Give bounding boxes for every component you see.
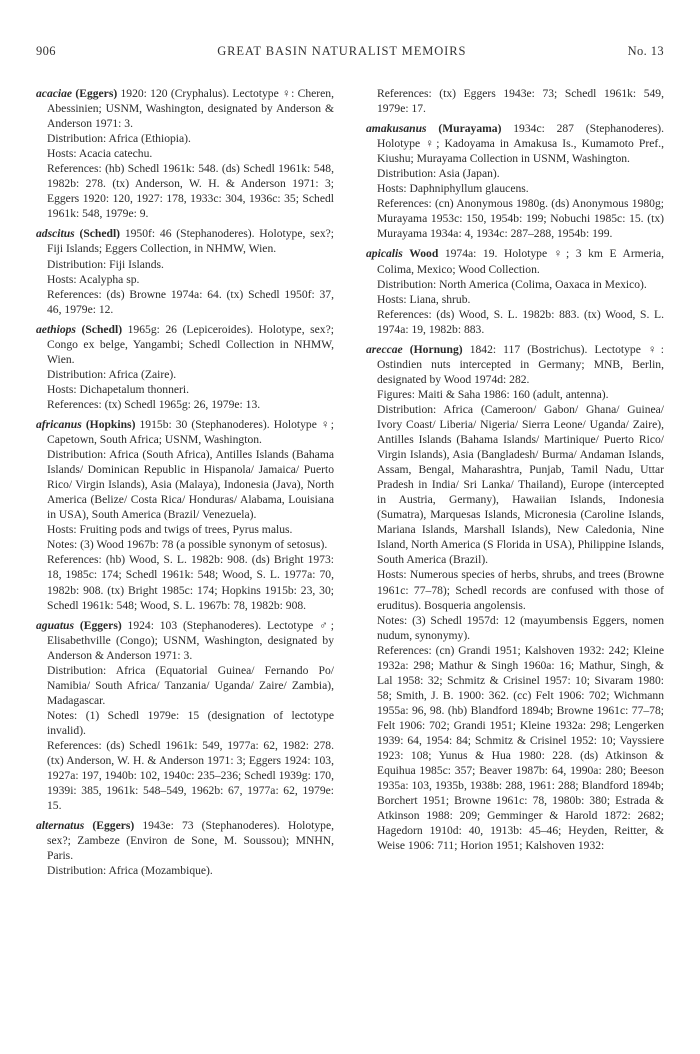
type-designation: 1924: 103 (Stephanoderes). Lectotype ♂; Elisabethville (Congo); USNM, Washington, designated by Anderson & Anderson 1971: 3. [47, 618, 334, 662]
entry-detail: References: (ds) Browne 1974a: 64. (tx) Schedl 1950f: 37, 46, 1979e: 12. [47, 287, 334, 316]
entry-detail: References: (ds) Schedl 1961k: 549, 1977a: 62, 1982: 278. (tx) Anderson, W. H. & Anderson 1971: 3; Eggers 1924: 103, 1927a: 197, 1940b: 102, 1940c: 235–236; Schedl 1939g: 170, 1939i: 385, 1961k: 548–549, 1962b: 67, 1977a: 62, 1979e: 15. [47, 738, 334, 813]
type-designation: 1915b: 30 (Stephanoderes). Holotype ♀; Capetown, South Africa; USNM, Washington. [47, 417, 334, 447]
type-designation: 1950f: 46 (Stephanoderes). Holotype, sex?; Fiji Islands; Eggers Collection, in NHMW, Wien. [47, 227, 334, 256]
entry-detail: Hosts: Fruiting pods and twigs of trees, Pyrus malus. [47, 523, 293, 537]
entry-detail: References: (hb) Schedl 1961k: 548. (ds) Schedl 1961k: 548, 1982b: 278. (tx) Anderson, W. H. & Anderson 1971: 3; Eggers 1920: 120, 1927: 178, 1933c: 304, 1936c: 35; Schedl 1961k: 548, 1979e: 9. [47, 162, 334, 221]
type-designation: 1934c: 287 (Stephanoderes). Holotype ♀; Kadoyama in Amakusa Is., Kumamoto Pref., Kiushu; Murayama Collection in USNM, Washington. [377, 122, 664, 166]
type-designation: 1943e: 73 (Stephanoderes). Holotype, sex?; Zambeze (Environ de Sone, M. Soussou); MNHN, Paris. [47, 819, 334, 863]
species-author: (Schedl) [79, 227, 121, 241]
catalog-entry [36, 322, 334, 412]
entry-detail: Hosts: Acacia catechu. [47, 147, 153, 161]
catalog-entry [36, 226, 334, 316]
entry-heading [36, 818, 334, 863]
entry-detail: References: (hb) Wood, S. L. 1982b: 908. (ds) Bright 1973: 18, 1985c: 174; Schedl 1961k: 548; Wood, S. L. 1977a: 70, 1982b: 908. (tx) Bright 1985c: 174; Hopkins 1915b: 23, 30; Schedl 1961k: 548; Wood, S. L. 1967b: 78, 1982b: 908. [47, 553, 334, 612]
running-header [36, 44, 664, 59]
species-name: africanus [36, 417, 82, 431]
species-author: (Eggers) [92, 819, 135, 833]
species-name: adscitus [36, 227, 75, 241]
catalog-entry [366, 86, 664, 116]
species-author: (Schedl) [81, 322, 123, 336]
entry-heading [36, 226, 334, 256]
entry-detail: Distribution: Africa (Cameroon/ Gabon/ Ghana/ Guinea/ Ivory Coast/ Liberia/ Nigeria/ Sierra Leone/ Uganda/ Zaire), Antilles Islands (Bahama Islands/ Martinique/ Puerto Rico/ Virgin Islands), Asia (Bangladesh/ Burma/ Andaman Islands, Assam, Bengal, Maharashtra, Punjab, Tamil Nadu, Uttar Pradesh in India/ Sri Lanka/ Thailand), Europe (intercepted in Austria, Germany), Hawaiian Islands, Indonesia (Sumatra), Marquesas Islands, Micronesia (Caroline Islands, Mariana Islands, Marshall Islands), New Caledonia, Nine Island, North America (S Florida in USA), Philippine Islands, South America (Brazil). [377, 402, 664, 567]
entry-detail: Distribution: Africa (Equatorial Guinea/ Fernando Po/ Namibia/ South Africa/ Tanzania/ Uganda/ Zaire/ Zambia), Madagascar. [47, 663, 334, 707]
catalog-entry [366, 121, 664, 241]
species-author: (Eggers) [75, 87, 118, 100]
species-name: apicalis [366, 247, 403, 261]
entry-detail: Distribution: North America (Colima, Oaxaca in Mexico). [377, 277, 647, 291]
entry-detail: Distribution: Africa (South Africa), Antilles Islands (Bahama Islands/ Dominican Republic in Hispanola/ Jamaica/ Puerto Rico/ Virgin Islands), Asia (Malaya), Indonesia (Java), North America (Belize/ Costa Rica/ Honduras/ Alabama, Louisiana in USA), South America (Brazil/ Venezuela). [47, 448, 334, 522]
species-name: aguatus [36, 618, 75, 632]
left-column [36, 86, 334, 883]
type-designation: 1920: 120 (Cryphalus). Lectotype ♀: Cheren, Abessinien; USNM, Washington, designated by Anderson & Anderson 1971: 3. [47, 87, 334, 131]
entry-detail: Distribution: Africa (Ethiopia). [47, 132, 191, 146]
entry-heading [366, 246, 664, 276]
entry-heading [366, 342, 664, 387]
entry-detail: Notes: (1) Schedl 1979e: 15 (designation of lectotype invalid). [47, 708, 334, 737]
catalog-entry [36, 417, 334, 613]
species-name: amakusanus [366, 122, 427, 136]
entry-detail: Hosts: Acalypha sp. [47, 272, 140, 286]
type-designation: 1974a: 19. Holotype ♀; 3 km E Armeria, Colima, Mexico; Wood Collection. [377, 247, 664, 276]
entry-detail: References: (tx) Eggers 1943e: 73; Schedl 1961k: 549, 1979e: 17. [377, 87, 664, 116]
catalog-entry [36, 86, 334, 221]
catalog-entry [366, 342, 664, 854]
right-column [366, 86, 664, 858]
entry-heading [36, 618, 334, 663]
journal-title: GREAT BASIN NATURALIST MEMOIRS [217, 44, 467, 58]
page-number: 906 [36, 44, 56, 58]
entry-heading [366, 121, 664, 166]
entry-detail: Distribution: Fiji Islands. [47, 257, 164, 271]
entry-detail: Distribution: Asia (Japan). [377, 167, 500, 181]
entry-detail: Figures: Maiti & Saha 1986: 160 (adult, antenna). [377, 387, 609, 401]
entry-detail: References: (cn) Anonymous 1980g. (ds) Anonymous 1980g; Murayama 1953c: 150, 1954b: 199; Nobuchi 1985c: 15. (tx) Murayama 1934a: 4, 1934c: 287–288, 1954b: 199. [377, 197, 664, 241]
species-author: (Murayama) [438, 122, 502, 136]
entry-detail: Distribution: Africa (Mozambique). [47, 864, 213, 878]
entry-detail: Notes: (3) Wood 1967b: 78 (a possible synonym of setosus). [47, 538, 328, 552]
species-name: aethiops [36, 322, 76, 336]
type-designation: 1842: 117 (Bostrichus). Lectotype ♀: Ostindien nuts intercepted in Germany; MNB, Berlin, designated by Wood 1974d: 282. [377, 342, 664, 386]
entry-detail: Hosts: Daphniphyllum glaucens. [377, 182, 529, 196]
entry-detail: References: (tx) Schedl 1965g: 26, 1979e: 13. [47, 397, 261, 411]
species-author: Wood [409, 247, 439, 261]
entry-detail: References: (ds) Wood, S. L. 1982b: 883. (tx) Wood, S. L. 1974a: 19, 1982b: 883. [377, 307, 664, 336]
species-author: (Eggers) [79, 618, 122, 632]
type-designation: 1965g: 26 (Lepiceroides). Holotype, sex?; Congo ex belge, Yangambi; Schedl Collection in NHMW, Wien. [47, 322, 334, 366]
entry-detail: Hosts: Numerous species of herbs, shrubs, and trees (Browne 1961c: 77–78); Schedl records are confused with those of eruditus). Bosqueria angolensis. [377, 568, 664, 612]
entry-detail: References: (cn) Grandi 1951; Kalshoven 1932: 242; Kleine 1932a: 298; Mathur & Singh 1960a: 16; Mathur, Singh, & Lal 1958: 32; Schmitz & Crisinel 1957: 10; Sivaram 1980: 58; Smith, J. B. 1900: 362. (cc) Felt 1906: 702; Wichmann 1955a: 96, 98. (hb) Blandford 1894b; Browne 1961c: 77–78; Felt 1906: 702; Grandi 1951; Kleine 1932a: 298; Lengerken 1939: 64, 1954: 84; Schmitz & Crisinel 1952: 10; Vayssiere 1923: 108; Yunus & Hua 1980: 228. (ds) Atkinson & Equihua 1985c: 357; Beaver 1987b: 64, 1990a: 280; Beeson 1935a: 103, 1935b, 1938b: 288, 1961: 288; Blandford 1894b; Borchert 1951; Browne 1961c: 78, 1980b: 380; Estrada & Atkinson 1988: 209; Gemminger & Harold 1872: 2682; Hagedorn 1910d: 40, 1913b: 45–46; Heyden, Reitter, & Weise 1906: 711; Horion 1951; Kalshoven 1932: [377, 643, 664, 853]
species-name: alternatus [36, 819, 85, 833]
species-author: (Hopkins) [85, 417, 136, 431]
entry-detail: Hosts: Liana, shrub. [377, 292, 471, 306]
species-author: (Hornung) [409, 342, 463, 356]
issue-number: No. 13 [627, 44, 664, 58]
entry-heading [36, 322, 334, 367]
catalog-entry [36, 618, 334, 814]
species-name: areccae [366, 342, 403, 356]
entry-heading [36, 417, 334, 447]
entry-detail: Notes: (3) Schedl 1957d: 12 (mayumbensis Eggers, nomen nudum, synonymy). [377, 613, 664, 642]
catalog-entry [36, 818, 334, 878]
species-name: acaciae [36, 87, 73, 100]
entry-heading [36, 86, 334, 131]
entry-detail: Distribution: Africa (Zaire). [47, 367, 177, 381]
entry-detail: Hosts: Dichapetalum thonneri. [47, 382, 189, 396]
catalog-entry [366, 246, 664, 336]
